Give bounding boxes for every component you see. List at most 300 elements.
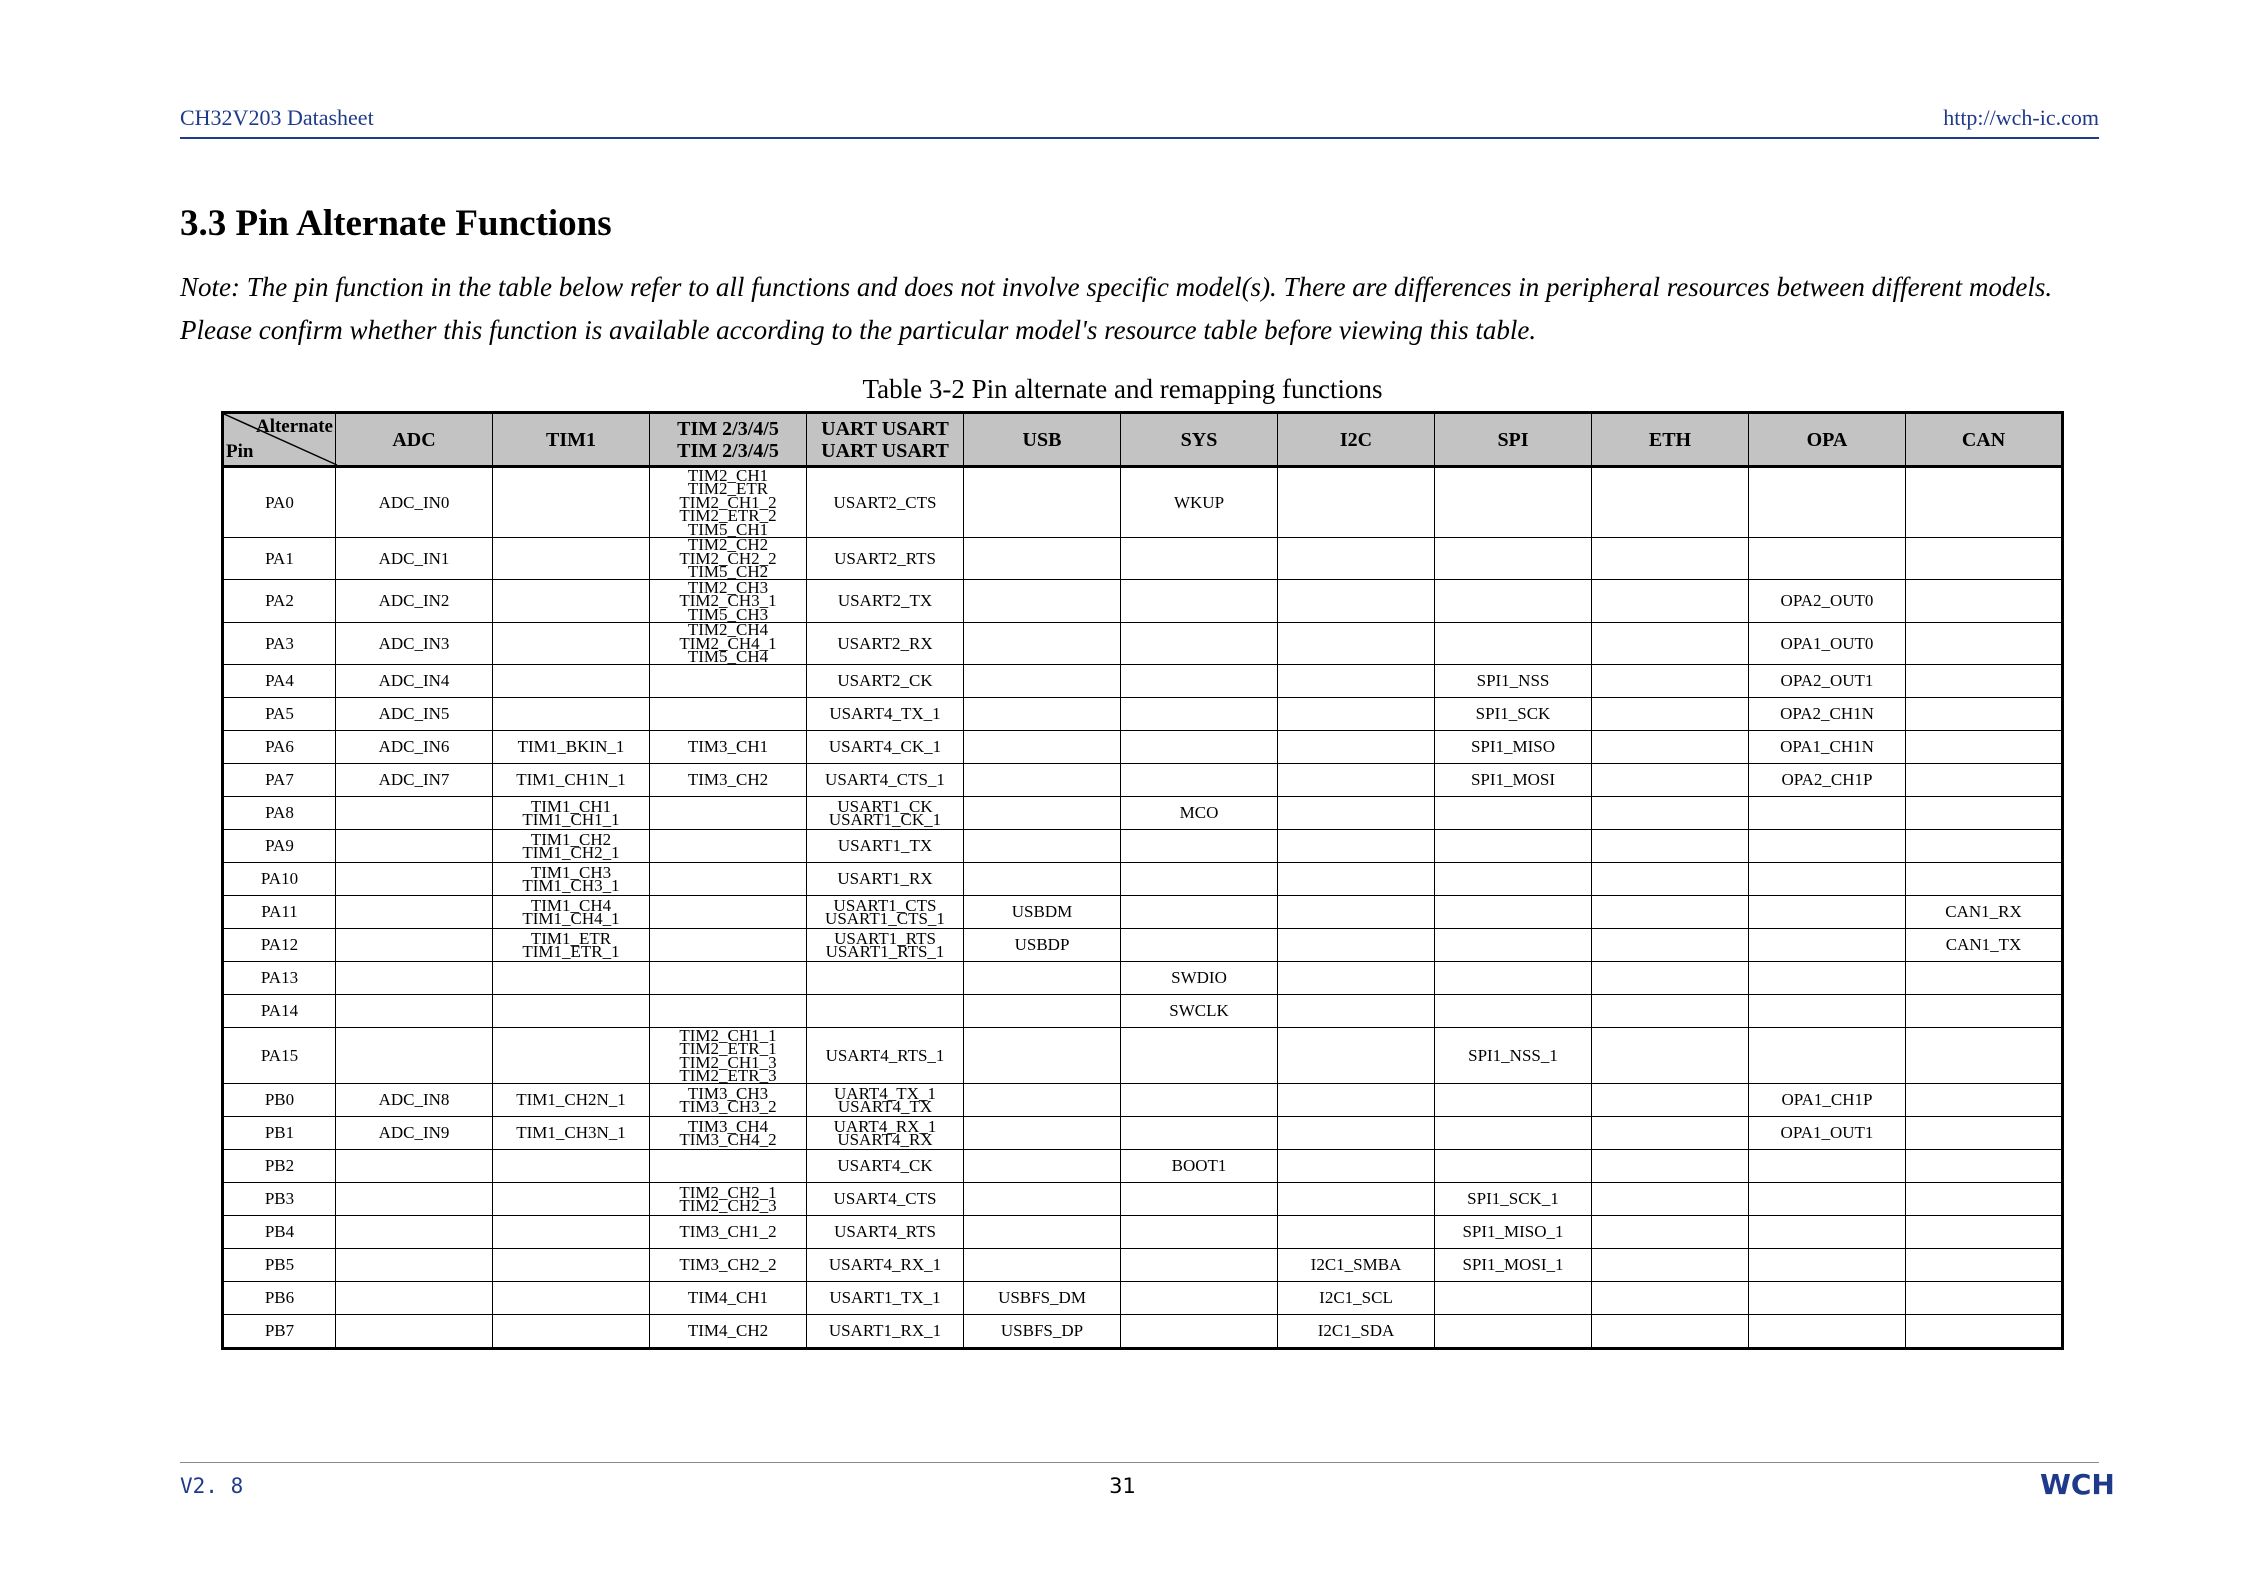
function-cell-line: TIM1_CH2_1	[522, 843, 620, 862]
function-cell-uart-usart: USART1_RX	[807, 863, 964, 896]
function-cell-tim1: TIM1_CH3N_1	[493, 1117, 650, 1150]
function-cell-can	[1906, 1028, 2063, 1084]
function-cell-tim1: TIM1_CH1N_1	[493, 764, 650, 797]
pin-name-cell: PA3	[223, 622, 336, 665]
function-cell-line: TIM2_ETR_1	[679, 1039, 777, 1058]
function-cell-i2c	[1278, 830, 1435, 863]
column-header-tim1	[493, 413, 650, 467]
function-cell-eth	[1592, 467, 1749, 538]
function-cell-eth	[1592, 830, 1749, 863]
function-cell-tim-2-3-4-5	[650, 622, 807, 665]
pin-name-cell: PB5	[223, 1249, 336, 1282]
column-header-text: CAN	[1961, 428, 2006, 451]
function-cell-opa: OPA2_OUT1	[1749, 665, 1906, 698]
pin-name-cell: PA8	[223, 797, 336, 830]
function-cell-eth	[1592, 1183, 1749, 1216]
function-cell-spi	[1435, 622, 1592, 665]
function-cell-usb	[964, 1028, 1121, 1084]
function-cell-uart-usart: USART4_CK	[807, 1150, 964, 1183]
function-cell-adc: ADC_IN9	[336, 1117, 493, 1150]
pin-name-cell: PA9	[223, 830, 336, 863]
function-cell-spi	[1435, 863, 1592, 896]
function-cell-spi: SPI1_NSS	[1435, 665, 1592, 698]
function-cell-line: USART1_CTS_1	[825, 909, 945, 928]
version-label: V2. 8	[180, 1474, 244, 1498]
function-cell-tim-2-3-4-5	[650, 830, 807, 863]
function-cell-can	[1906, 962, 2063, 995]
function-cell-usb	[964, 1216, 1121, 1249]
function-cell-i2c	[1278, 962, 1435, 995]
function-cell-usb: USBFS_DP	[964, 1315, 1121, 1349]
function-cell-spi	[1435, 797, 1592, 830]
function-cell-tim1: TIM1_CH2N_1	[493, 1084, 650, 1117]
function-cell-can	[1906, 731, 2063, 764]
function-cell-opa	[1749, 1249, 1906, 1282]
function-cell-tim-2-3-4-5	[650, 896, 807, 929]
function-cell-opa	[1749, 797, 1906, 830]
function-cell-sys: BOOT1	[1121, 1150, 1278, 1183]
function-cell-uart-usart	[807, 1117, 964, 1150]
function-cell-i2c	[1278, 995, 1435, 1028]
table-row	[223, 1150, 2063, 1183]
column-header-adc	[336, 413, 493, 467]
function-cell-uart-usart: USART4_CTS	[807, 1183, 964, 1216]
function-cell-i2c	[1278, 1150, 1435, 1183]
function-cell-tim-2-3-4-5	[650, 1117, 807, 1150]
pin-name-cell: PA14	[223, 995, 336, 1028]
section-title: 3.3 Pin Alternate Functions	[180, 203, 612, 244]
function-cell-line: TIM5_CH3	[687, 604, 769, 624]
function-cell-usb	[964, 863, 1121, 896]
function-cell-tim-2-3-4-5	[650, 1025, 807, 1085]
function-cell-tim-2-3-4-5: TIM3_CH1_2	[650, 1216, 807, 1249]
function-cell-tim1	[493, 467, 650, 538]
function-cell-opa: OPA1_CH1P	[1749, 1084, 1906, 1117]
pin-alternate-functions-table	[221, 411, 2064, 1350]
function-cell-sys	[1121, 622, 1278, 665]
function-cell-eth	[1592, 665, 1749, 698]
function-cell-usb: USBFS_DM	[964, 1282, 1121, 1315]
pin-name-cell: PA7	[223, 764, 336, 797]
function-cell-adc	[336, 1249, 493, 1282]
table-row	[223, 537, 2063, 580]
function-cell-eth	[1592, 1249, 1749, 1282]
pin-name-cell: PB7	[223, 1315, 336, 1349]
function-cell-uart-usart	[807, 1084, 964, 1117]
function-cell-spi	[1435, 830, 1592, 863]
function-cell-line: TIM1_CH4_1	[522, 909, 620, 928]
function-cell-adc	[336, 1216, 493, 1249]
function-cell-usb	[964, 1150, 1121, 1183]
function-cell-line: TIM1_CH1_1	[522, 810, 620, 829]
function-cell-sys	[1121, 537, 1278, 580]
table-row	[223, 929, 2063, 962]
function-cell-line: USART4_RX	[837, 1130, 933, 1149]
function-cell-tim1	[493, 1150, 650, 1183]
function-cell-sys	[1121, 1183, 1278, 1216]
pin-name-cell: PB6	[223, 1282, 336, 1315]
function-cell-uart-usart: USART2_TX	[807, 580, 964, 623]
function-cell-opa	[1749, 467, 1906, 538]
function-cell-opa	[1749, 1282, 1906, 1315]
function-cell-can	[1906, 1315, 2063, 1349]
function-cell-uart-usart: USART4_RX_1	[807, 1249, 964, 1282]
pin-name-cell: PA15	[223, 1028, 336, 1084]
table-row	[223, 1028, 2063, 1084]
function-cell-can	[1906, 467, 2063, 538]
function-cell-line: USART1_CTS	[833, 895, 937, 915]
pin-name-cell: PA0	[223, 467, 336, 538]
function-cell-spi	[1435, 1282, 1592, 1315]
function-cell-adc: ADC_IN4	[336, 665, 493, 698]
function-cell-tim-2-3-4-5	[650, 665, 807, 698]
function-cell-line: TIM2_CH2_3	[679, 1196, 777, 1215]
function-cell-tim1	[493, 1315, 650, 1349]
function-cell-adc: ADC_IN3	[336, 622, 493, 665]
function-cell-can	[1906, 1249, 2063, 1282]
function-cell-i2c	[1278, 929, 1435, 962]
function-cell-sys	[1121, 580, 1278, 623]
table-row	[223, 467, 2063, 538]
function-cell-adc	[336, 1315, 493, 1349]
header-divider	[180, 137, 2099, 139]
function-cell-tim1	[493, 1282, 650, 1315]
function-cell-usb	[964, 580, 1121, 623]
function-cell-can	[1906, 1117, 2063, 1150]
function-cell-uart-usart: USART1_TX	[807, 830, 964, 863]
function-cell-sys: MCO	[1121, 797, 1278, 830]
function-cell-tim1	[493, 698, 650, 731]
function-cell-line: TIM1_CH3	[530, 862, 612, 882]
function-cell-eth	[1592, 1150, 1749, 1183]
column-header-text: UART USART	[821, 417, 949, 440]
function-cell-i2c	[1278, 764, 1435, 797]
function-cell-usb	[964, 830, 1121, 863]
function-cell-uart-usart: USART4_RTS	[807, 1216, 964, 1249]
function-cell-line: TIM3_CH3_2	[679, 1097, 777, 1116]
function-cell-eth	[1592, 1117, 1749, 1150]
function-cell-spi	[1435, 1150, 1592, 1183]
function-cell-opa	[1749, 1028, 1906, 1084]
function-cell-tim-2-3-4-5	[650, 962, 807, 995]
document-title: CH32V203 Datasheet	[180, 105, 374, 130]
function-cell-i2c	[1278, 1117, 1435, 1150]
function-cell-eth	[1592, 929, 1749, 962]
function-cell-line: USART1_CK_1	[828, 810, 942, 829]
function-cell-opa: OPA2_CH1P	[1749, 764, 1906, 797]
function-cell-tim1	[493, 1216, 650, 1249]
function-cell-eth	[1592, 1315, 1749, 1349]
function-cell-adc: ADC_IN5	[336, 698, 493, 731]
function-cell-eth	[1592, 1028, 1749, 1084]
function-cell-opa: OPA1_OUT1	[1749, 1117, 1906, 1150]
function-cell-can	[1906, 698, 2063, 731]
function-cell-uart-usart: USART2_CTS	[807, 467, 964, 538]
note-line-2: Please confirm whether this function is available according to the particular model's resource table before viewing this table.	[180, 315, 1537, 345]
column-header-text: TIM 2/3/4/5	[677, 417, 779, 440]
function-cell-i2c	[1278, 797, 1435, 830]
function-cell-sys	[1121, 1028, 1278, 1084]
function-cell-line: TIM2_CH1	[687, 465, 769, 485]
function-cell-adc	[336, 797, 493, 830]
function-cell-can	[1906, 1084, 2063, 1117]
table-row	[223, 1117, 2063, 1150]
function-cell-uart-usart: USART2_RTS	[807, 537, 964, 580]
function-cell-spi: SPI1_MOSI	[1435, 764, 1592, 797]
column-header-usb	[964, 413, 1121, 467]
function-cell-adc: ADC_IN2	[336, 580, 493, 623]
function-cell-uart-usart	[807, 929, 964, 962]
function-cell-uart-usart: USART4_CTS_1	[807, 764, 964, 797]
logo-text: WCH	[2040, 1468, 2115, 1501]
function-cell-line: TIM3_CH3	[687, 1083, 769, 1103]
function-cell-line: USART4_TX	[837, 1097, 933, 1116]
pin-name-cell: PA13	[223, 962, 336, 995]
function-cell-usb	[964, 962, 1121, 995]
function-cell-tim-2-3-4-5	[650, 577, 807, 624]
function-cell-line: TIM5_CH2	[687, 562, 769, 581]
function-cell-eth	[1592, 995, 1749, 1028]
table-row	[223, 731, 2063, 764]
function-cell-line: UART4_RX_1	[833, 1116, 937, 1136]
function-cell-uart-usart: USART4_CK_1	[807, 731, 964, 764]
function-cell-line: USART1_RTS	[834, 928, 936, 948]
function-cell-adc: ADC_IN8	[336, 1084, 493, 1117]
function-cell-adc	[336, 1150, 493, 1183]
function-cell-tim-2-3-4-5	[650, 797, 807, 830]
section-note	[180, 266, 2105, 352]
function-cell-tim1	[493, 896, 650, 929]
function-cell-tim1	[493, 830, 650, 863]
function-cell-line: TIM1_CH3_1	[522, 876, 620, 895]
function-cell-can	[1906, 764, 2063, 797]
table-row	[223, 1183, 2063, 1216]
function-cell-tim1: TIM1_BKIN_1	[493, 731, 650, 764]
function-cell-adc	[336, 863, 493, 896]
column-header-text: SPI	[1497, 428, 1529, 451]
function-cell-can	[1906, 622, 2063, 665]
column-header-text: ADC	[392, 428, 436, 451]
function-cell-opa	[1749, 1315, 1906, 1349]
table-row	[223, 863, 2063, 896]
function-cell-usb: USBDP	[964, 929, 1121, 962]
function-cell-sys	[1121, 896, 1278, 929]
function-cell-line: TIM1_CH1	[530, 796, 612, 816]
table-header-row	[223, 413, 2063, 467]
function-cell-tim-2-3-4-5	[650, 467, 807, 538]
function-cell-tim-2-3-4-5	[650, 929, 807, 962]
function-cell-spi	[1435, 580, 1592, 623]
function-cell-i2c	[1278, 580, 1435, 623]
function-cell-can	[1906, 863, 2063, 896]
function-cell-i2c: I2C1_SCL	[1278, 1282, 1435, 1315]
function-cell-spi	[1435, 1084, 1592, 1117]
column-header-uart-usart	[807, 413, 964, 467]
page-number: 31	[1109, 1474, 1136, 1498]
function-cell-sys	[1121, 665, 1278, 698]
function-cell-usb	[964, 1183, 1121, 1216]
column-header-text: USB	[1022, 428, 1062, 451]
function-cell-spi: SPI1_MISO	[1435, 731, 1592, 764]
column-header-text: TIM1	[546, 428, 596, 451]
column-header-tim-2-3-4-5	[650, 413, 807, 467]
function-cell-i2c: I2C1_SMBA	[1278, 1249, 1435, 1282]
column-header-eth	[1592, 413, 1749, 467]
note-line-1: Note: The pin function in the table below refer to all functions and does not involve specific model(s). There are differences in peripheral resources between different models.	[180, 272, 2053, 302]
function-cell-opa	[1749, 1183, 1906, 1216]
column-header-text: OPA	[1806, 428, 1848, 451]
function-cell-tim1	[493, 580, 650, 623]
function-cell-opa	[1749, 537, 1906, 580]
function-cell-eth	[1592, 1282, 1749, 1315]
function-cell-can	[1906, 1282, 2063, 1315]
pin-name-cell: PA5	[223, 698, 336, 731]
function-cell-tim-2-3-4-5	[650, 863, 807, 896]
function-cell-i2c	[1278, 1183, 1435, 1216]
function-cell-usb	[964, 764, 1121, 797]
function-cell-line: TIM2_ETR_2	[679, 506, 777, 525]
function-cell-sys	[1121, 698, 1278, 731]
table-row	[223, 764, 2063, 797]
function-cell-adc	[336, 1028, 493, 1084]
pin-name-cell: PB1	[223, 1117, 336, 1150]
function-cell-can	[1906, 580, 2063, 623]
function-cell-sys: SWCLK	[1121, 995, 1278, 1028]
function-cell-tim1	[493, 665, 650, 698]
function-cell-tim-2-3-4-5: TIM4_CH2	[650, 1315, 807, 1349]
function-cell-opa: OPA2_CH1N	[1749, 698, 1906, 731]
function-cell-tim1	[493, 1249, 650, 1282]
function-cell-eth	[1592, 580, 1749, 623]
function-cell-line: TIM3_CH4_2	[679, 1130, 777, 1149]
function-cell-spi	[1435, 467, 1592, 538]
table-row	[223, 896, 2063, 929]
function-cell-eth	[1592, 698, 1749, 731]
function-cell-can	[1906, 830, 2063, 863]
function-cell-opa	[1749, 830, 1906, 863]
function-cell-opa	[1749, 962, 1906, 995]
function-cell-sys	[1121, 1315, 1278, 1349]
function-cell-line: USART1_RTS_1	[825, 942, 945, 961]
function-cell-spi	[1435, 929, 1592, 962]
table-row	[223, 1216, 2063, 1249]
function-cell-can	[1906, 665, 2063, 698]
function-cell-can: CAN1_TX	[1906, 929, 2063, 962]
function-cell-line: TIM2_CH3_1	[679, 591, 777, 610]
function-cell-sys	[1121, 731, 1278, 764]
function-cell-adc: ADC_IN1	[336, 537, 493, 580]
function-cell-i2c	[1278, 1084, 1435, 1117]
function-cell-tim-2-3-4-5	[650, 1150, 807, 1183]
function-cell-i2c	[1278, 467, 1435, 538]
function-cell-line: TIM3_CH4	[687, 1116, 769, 1136]
function-cell-i2c	[1278, 537, 1435, 580]
function-cell-eth	[1592, 731, 1749, 764]
function-cell-can	[1906, 1183, 2063, 1216]
function-cell-opa: OPA1_CH1N	[1749, 731, 1906, 764]
function-cell-adc	[336, 929, 493, 962]
function-cell-tim1	[493, 622, 650, 665]
function-cell-spi	[1435, 962, 1592, 995]
function-cell-eth	[1592, 863, 1749, 896]
function-cell-usb	[964, 1117, 1121, 1150]
function-cell-can	[1906, 537, 2063, 580]
function-cell-sys	[1121, 1084, 1278, 1117]
pin-name-cell: PA2	[223, 580, 336, 623]
function-cell-can: CAN1_RX	[1906, 896, 2063, 929]
pin-name-cell: PB4	[223, 1216, 336, 1249]
table-row	[223, 665, 2063, 698]
function-cell-eth	[1592, 1084, 1749, 1117]
function-cell-can	[1906, 1216, 2063, 1249]
function-cell-spi: SPI1_NSS_1	[1435, 1028, 1592, 1084]
function-cell-line: TIM2_CH4	[687, 620, 769, 639]
function-cell-adc	[336, 1183, 493, 1216]
function-cell-usb	[964, 1084, 1121, 1117]
pin-name-cell: PA10	[223, 863, 336, 896]
table-row	[223, 830, 2063, 863]
function-cell-opa	[1749, 896, 1906, 929]
function-cell-tim-2-3-4-5: TIM4_CH1	[650, 1282, 807, 1315]
function-cell-spi: SPI1_SCK_1	[1435, 1183, 1592, 1216]
column-header-text: ETH	[1648, 428, 1692, 451]
function-cell-usb	[964, 797, 1121, 830]
function-cell-uart-usart: USART4_TX_1	[807, 698, 964, 731]
function-cell-tim1	[493, 863, 650, 896]
column-header-text: UART USART	[821, 439, 949, 462]
corner-label-alternate: Alternate	[255, 416, 333, 437]
function-cell-adc	[336, 962, 493, 995]
function-cell-uart-usart: USART2_RX	[807, 622, 964, 665]
pin-name-cell: PA6	[223, 731, 336, 764]
function-cell-usb: USBDM	[964, 896, 1121, 929]
table-row	[223, 1084, 2063, 1117]
company-url[interactable]: http://wch-ic.com	[1943, 105, 2099, 130]
function-cell-usb	[964, 731, 1121, 764]
function-cell-eth	[1592, 622, 1749, 665]
pin-name-cell: PB0	[223, 1084, 336, 1117]
function-cell-line: TIM1_ETR	[530, 928, 612, 948]
pin-name-cell: PA11	[223, 896, 336, 929]
function-cell-tim1	[493, 995, 650, 1028]
function-cell-spi: SPI1_MISO_1	[1435, 1216, 1592, 1249]
function-cell-usb	[964, 467, 1121, 538]
function-cell-uart-usart: USART4_RTS_1	[807, 1028, 964, 1084]
function-cell-usb	[964, 1249, 1121, 1282]
function-cell-line: TIM1_CH2	[530, 829, 612, 849]
function-cell-line: TIM1_CH4	[530, 895, 612, 915]
function-cell-usb	[964, 537, 1121, 580]
function-cell-spi	[1435, 896, 1592, 929]
function-cell-line: TIM2_CH2_2	[679, 548, 777, 568]
table-row	[223, 1282, 2063, 1315]
function-cell-sys	[1121, 1282, 1278, 1315]
function-cell-adc: ADC_IN0	[336, 467, 493, 538]
function-cell-i2c	[1278, 698, 1435, 731]
function-cell-adc	[336, 995, 493, 1028]
function-cell-opa	[1749, 929, 1906, 962]
function-cell-line: TIM2_ETR	[687, 479, 769, 498]
function-cell-sys: SWDIO	[1121, 962, 1278, 995]
function-cell-sys	[1121, 830, 1278, 863]
function-cell-line: TIM2_CH2	[687, 535, 769, 554]
function-cell-tim-2-3-4-5	[650, 995, 807, 1028]
function-cell-i2c	[1278, 622, 1435, 665]
table-row	[223, 580, 2063, 623]
function-cell-can	[1906, 995, 2063, 1028]
function-cell-spi	[1435, 537, 1592, 580]
column-header-opa	[1749, 413, 1906, 467]
